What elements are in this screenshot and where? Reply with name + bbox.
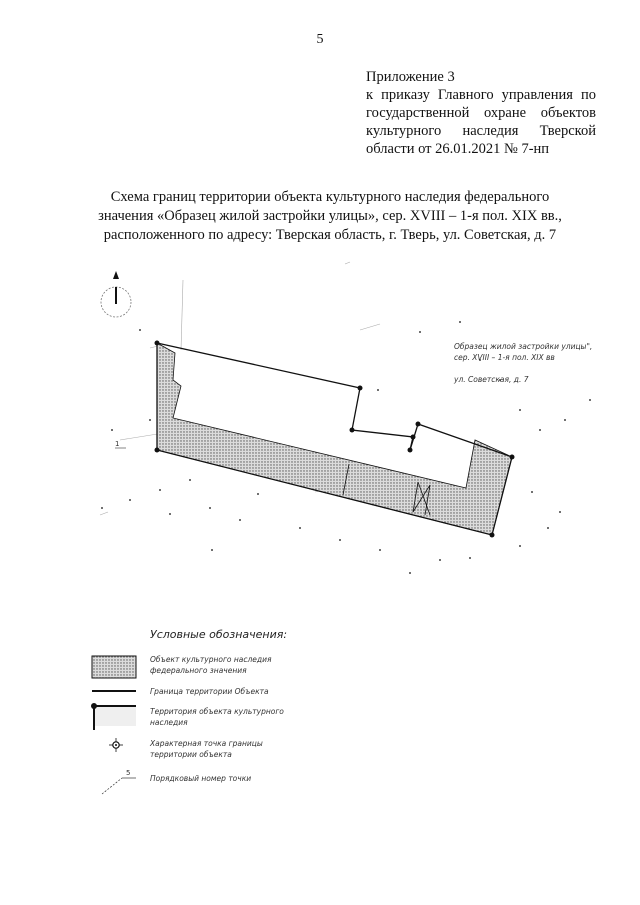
legend-item-text: Граница территории Объекта — [150, 687, 269, 696]
legend-item-text: территории объекта — [150, 750, 232, 759]
appendix-line: государственной охране объектов — [366, 105, 596, 121]
legend-item-text: Объект культурного наследия — [150, 655, 272, 664]
legend-item-text: Территория объекта культурного — [150, 707, 284, 716]
title-line: Схема границ территории объекта культурного наследия федерального — [110, 189, 550, 205]
north-arrow-icon — [101, 271, 131, 317]
boundary-map — [0, 260, 640, 590]
appendix-line: культурного наследия Тверской — [366, 123, 596, 139]
map-label-line: сер. XVIII – 1-я пол. XIX вв — [454, 353, 555, 362]
title-line: расположенного по адресу: Тверская область, г. Тверь, ул. Советская, д. 7 — [103, 227, 557, 243]
legend-item-text: федерального значения — [150, 666, 247, 675]
document-title — [70, 188, 590, 245]
legend-point-number-icon — [102, 769, 136, 794]
legend-heading: Условные обозначения: — [150, 628, 288, 641]
appendix-line: к приказу Главного управления по — [366, 87, 596, 103]
map-label-line: ул. Советская, д. 7 — [454, 375, 529, 384]
point-number-label: 1 — [115, 440, 120, 448]
legend-point-number: 5 — [126, 769, 131, 777]
legend-item-text: Порядковый номер точки — [150, 774, 252, 783]
map-legend — [0, 620, 640, 820]
legend-object-swatch — [92, 656, 136, 678]
title-line: значения «Образец жилой застройки улицы», сер. XVIII – 1-я пол. XIX вв., — [98, 208, 562, 224]
appendix-line: Приложение 3 — [366, 69, 455, 85]
legend-item-text: наследия — [150, 718, 188, 727]
appendix-header — [366, 68, 596, 158]
map-label-line: Образец жилой застройки улицы", — [454, 342, 593, 351]
legend-territory-swatch — [91, 703, 136, 730]
legend-point-icon — [109, 738, 123, 752]
heritage-object-shape — [157, 343, 512, 535]
map-object-label — [453, 342, 592, 384]
legend-item-text: Характерная точка границы — [150, 739, 263, 748]
page-number: 5 — [316, 32, 324, 47]
appendix-line: области от 26.01.2021 № 7-нп — [366, 141, 550, 157]
